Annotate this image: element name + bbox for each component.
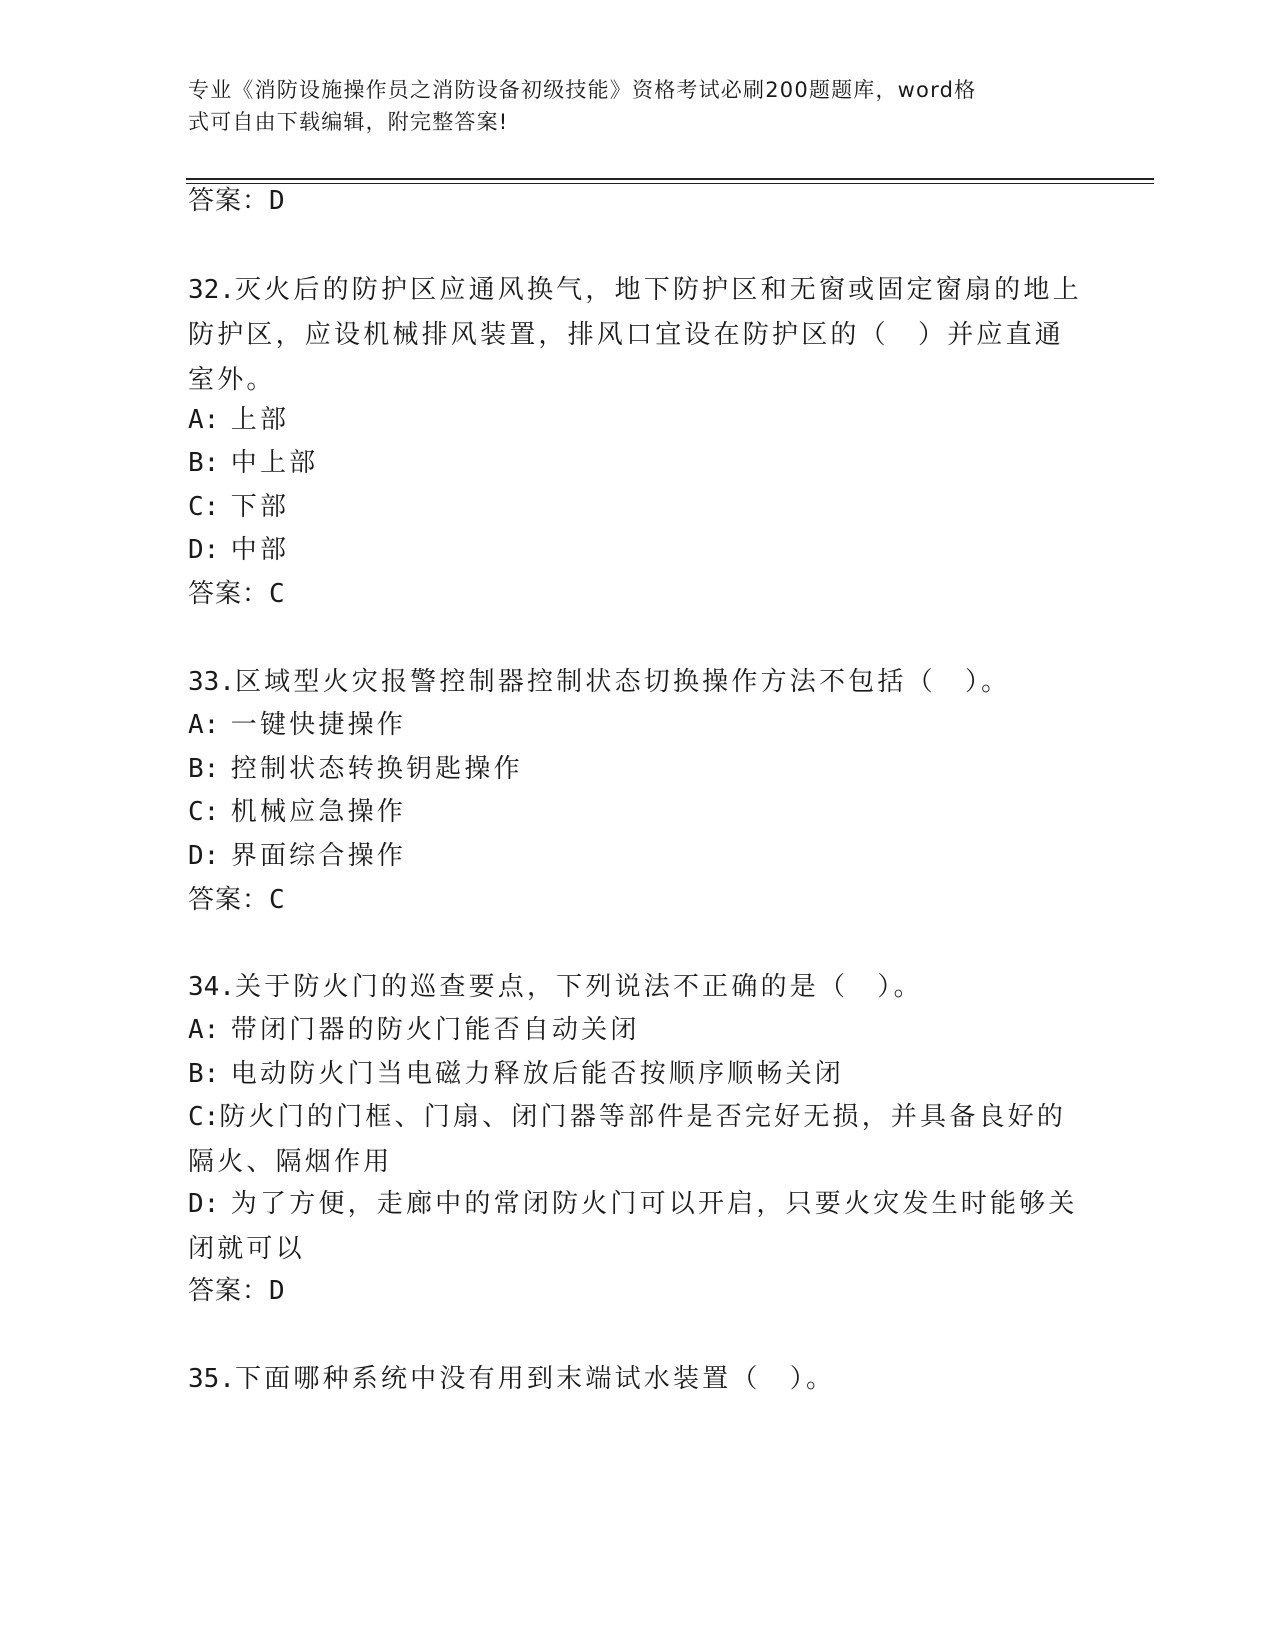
question-number: 32.	[188, 275, 235, 305]
option-letter: C:	[188, 797, 220, 827]
question-stem-line: 区域型火灾报警控制器控制状态切换操作方法不包括（ ）。	[234, 667, 1011, 697]
option-d	[188, 834, 1088, 879]
option-letter: D:	[188, 841, 220, 871]
header-divider	[186, 178, 1154, 180]
option-c	[188, 1095, 1088, 1185]
option-text: 下部	[230, 492, 290, 522]
answer-line	[188, 579, 286, 609]
option-letter: A:	[188, 1015, 220, 1045]
option-a	[188, 1008, 1088, 1053]
option-b	[188, 1052, 1088, 1097]
answer-value: C	[269, 579, 286, 609]
option-letter: D:	[188, 535, 220, 565]
option-letter: A:	[188, 405, 220, 435]
option-letter: A:	[188, 710, 220, 740]
question-35-stem	[188, 1357, 1088, 1402]
question-number: 33.	[188, 667, 235, 697]
option-d	[188, 528, 1088, 573]
question-number: 34.	[188, 972, 235, 1002]
option-letter: B:	[188, 1059, 220, 1089]
option-b	[188, 441, 1088, 486]
option-text: 中部	[230, 535, 290, 565]
answer-label: 答案：	[188, 885, 270, 915]
question-stem-line: 灭火后的防护区应通风换气，地下防护区和无窗或固定窗扇的地上	[234, 275, 1082, 305]
question-33-stem	[188, 660, 1088, 705]
answer-line	[188, 186, 286, 216]
option-text: 为了方便，走廊中的常闭防火门可以开启，只要火灾发生时能够关	[230, 1189, 1078, 1219]
option-text: 防火门的门框、门扇、闭门器等部件是否完好无损，并具备良好的	[219, 1102, 1067, 1132]
option-letter: D:	[188, 1189, 220, 1219]
option-text-continued: 隔火、隔烟作用	[188, 1147, 393, 1177]
option-text: 机械应急操作	[230, 797, 406, 827]
option-a	[188, 703, 1088, 748]
question-stem-line: 室外。	[188, 365, 276, 395]
document-header	[188, 74, 1068, 138]
option-text: 带闭门器的防火门能否自动关闭	[230, 1015, 640, 1045]
option-c	[188, 790, 1088, 835]
header-line-1: 专业《消防设施操作员之消防设备初级技能》资格考试必刷200题题库，word格	[188, 78, 977, 102]
option-b	[188, 747, 1088, 792]
answer-label: 答案：	[188, 579, 270, 609]
answer-label: 答案：	[188, 186, 270, 216]
option-letter: B:	[188, 754, 220, 784]
question-34-stem	[188, 965, 1088, 1010]
question-stem-line: 下面哪种系统中没有用到末端试水装置（ ）。	[234, 1364, 836, 1394]
answer-line	[188, 885, 286, 915]
option-text: 上部	[230, 405, 290, 435]
answer-value: C	[269, 885, 286, 915]
question-stem-line: 关于防火门的巡查要点，下列说法不正确的是（ ）。	[234, 972, 923, 1002]
option-text: 控制状态转换钥匙操作	[230, 754, 523, 784]
answer-line	[188, 1276, 286, 1306]
option-text: 电动防火门当电磁力释放后能否按顺序顺畅关闭	[230, 1059, 844, 1089]
option-a	[188, 398, 1088, 443]
answer-value: D	[269, 186, 286, 216]
option-text-continued: 闭就可以	[188, 1234, 305, 1264]
header-line-2: 式可自由下载编辑，附完整答案!	[188, 110, 509, 134]
option-text: 一键快捷操作	[230, 710, 406, 740]
option-letter: C:	[188, 492, 220, 522]
option-d	[188, 1182, 1088, 1272]
answer-value: D	[269, 1276, 286, 1306]
question-stem-line: 防护区，应设机械排风装置，排风口宜设在防护区的（ ）并应直通	[188, 320, 1065, 350]
question-32-stem	[188, 268, 1088, 403]
option-text: 界面综合操作	[230, 841, 406, 871]
question-number: 35.	[188, 1364, 235, 1394]
option-letter: C:	[188, 1102, 220, 1132]
option-letter: B:	[188, 448, 220, 478]
option-text: 中上部	[230, 448, 319, 478]
option-c	[188, 485, 1088, 530]
header-divider-thin	[186, 183, 1154, 184]
answer-label: 答案：	[188, 1276, 270, 1306]
